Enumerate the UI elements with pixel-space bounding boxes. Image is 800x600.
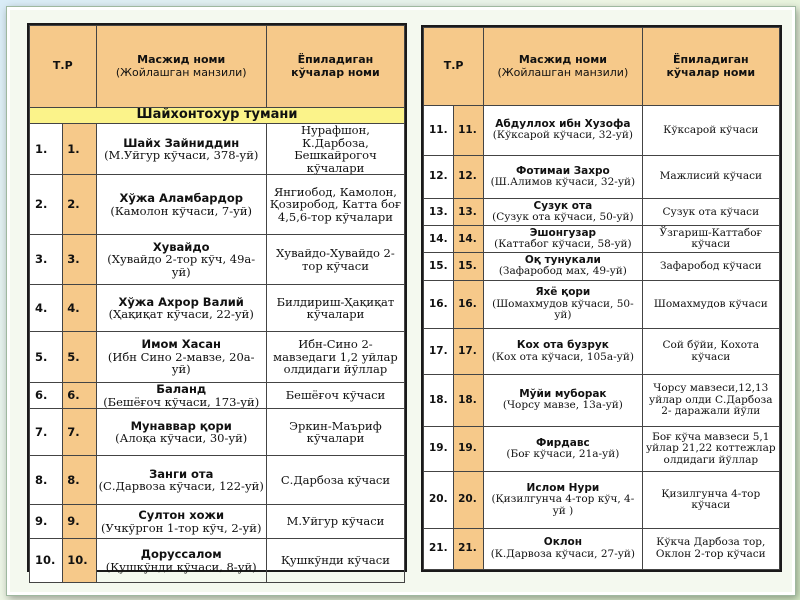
mosque-address: (К.Дарвоза кўчаси, 27-уй)	[490, 547, 636, 560]
mosque-name: Имом Хасан	[141, 337, 221, 352]
mosque-cell	[96, 456, 266, 505]
mosque-name: Яхё қори	[535, 286, 591, 299]
row-index: 16.	[454, 280, 484, 329]
row-number: 1.	[30, 124, 63, 175]
mosque-cell	[484, 472, 642, 528]
row-number: 15.	[424, 253, 454, 280]
row-number: 12.	[424, 155, 454, 198]
right-header-row	[424, 28, 780, 106]
row-number: 20.	[424, 472, 454, 528]
right-mosque-table	[423, 27, 780, 570]
row-number: 9.	[30, 505, 63, 539]
row-number: 10.	[30, 539, 63, 583]
mosque-name: Эшонгузар	[529, 226, 597, 239]
mosque-cell	[96, 383, 266, 409]
right-header-mosque-line2: (Жойлашган манзили)	[497, 65, 629, 79]
left-header-mosque-line2: (Жойлашган манзили)	[115, 65, 247, 79]
mosque-address: (Кўксарой кўчаси, 32-уй)	[492, 129, 633, 142]
table-row	[424, 253, 780, 280]
mosque-cell	[96, 332, 266, 383]
mosque-cell	[96, 235, 266, 285]
left-mosque-table-panel	[27, 23, 407, 572]
closed-streets: Мажлисий кўчаси	[642, 155, 779, 198]
mosque-address: (Сузук ота кўчаси, 50-уй)	[492, 211, 634, 224]
row-index: 2.	[63, 175, 96, 235]
mosque-name: Сузук ота	[533, 199, 593, 212]
row-index: 9.	[63, 505, 96, 539]
row-number: 11.	[424, 106, 454, 156]
table-row	[424, 106, 780, 156]
closed-streets: Сузук ота кўчаси	[642, 199, 779, 226]
mosque-name: Абдуллох ибн Хузофа	[495, 117, 631, 130]
closed-streets: Эркин-Маъриф кўчалари	[266, 409, 404, 456]
closed-streets: Хувайдо-Хувайдо 2-тор кўчаси	[266, 235, 404, 285]
mosque-address: (Каттабог кўчаси, 58-уй)	[494, 238, 632, 251]
row-number: 17.	[424, 329, 454, 375]
right-header-mosque	[484, 28, 642, 106]
closed-streets: Нурафшон, К.Дарбоза, Бешкайрогоч кўчалари	[266, 124, 404, 175]
right-mosque-table-panel	[421, 25, 782, 572]
mosque-address: (Учкўргон 1-тор кўч, 2-уй)	[100, 520, 262, 535]
mosque-cell	[484, 280, 642, 329]
mosque-cell	[96, 409, 266, 456]
right-header-streets-line2: кўчалар номи	[666, 65, 756, 79]
district-row	[30, 108, 405, 124]
mosque-cell	[484, 329, 642, 375]
table-row	[30, 539, 405, 583]
mosque-cell	[484, 106, 642, 156]
mosque-address: (Ибн Сино 2-мавзе, 20а-уй)	[107, 349, 255, 377]
closed-streets: Сой бўйи, Кохота кўчаси	[642, 329, 779, 375]
row-number: 13.	[424, 199, 454, 226]
mosque-name: Доруссалом	[140, 547, 222, 561]
mosque-name: Хўжа Ахрор Валий	[118, 294, 244, 309]
right-header-mosque-line1: Масжид номи	[518, 53, 607, 66]
row-index: 6.	[63, 383, 96, 409]
mosque-address: (Хувайдо 2-тор кўч, 49а-уй)	[107, 252, 256, 279]
row-number: 18.	[424, 374, 454, 426]
table-row	[30, 332, 405, 383]
mosque-address: (Кох ота кўчаси, 105а-уй)	[491, 350, 634, 363]
row-index: 8.	[63, 456, 96, 505]
closed-streets: Боғ кўча мавзеси 5,1 уйлар 21,22 коттежлар олдидаги йўллар	[642, 426, 779, 472]
left-header-tr: Т.Р	[30, 26, 97, 108]
mosque-cell	[484, 426, 642, 472]
mosque-name: Кох ота бузрук	[516, 339, 609, 352]
mosque-address: (Зафаробод мах, 49-уй)	[498, 265, 627, 278]
mosque-address: (Қушкўнди кўчаси, 8-уй)	[105, 559, 257, 574]
district-name: Шайхонтохур тумани	[30, 108, 405, 124]
table-row	[424, 528, 780, 569]
mosque-name: Оклон	[543, 536, 582, 549]
row-number: 4.	[30, 285, 63, 332]
mosque-cell	[96, 539, 266, 583]
mosque-address: (М.Уйгур кўчаси, 378-уй)	[104, 148, 259, 162]
mosque-cell	[484, 199, 642, 226]
table-row	[30, 285, 405, 332]
row-index: 7.	[63, 409, 96, 456]
row-index: 12.	[454, 155, 484, 198]
mosque-cell	[484, 374, 642, 426]
row-index: 18.	[454, 374, 484, 426]
left-header-row	[30, 26, 405, 108]
mosque-name: Занги ота	[149, 466, 214, 481]
mosque-name: Ислом Нури	[526, 481, 600, 494]
mosque-address: (Камолон кўчаси, 7-уй)	[110, 203, 253, 218]
mosque-cell	[484, 253, 642, 280]
row-index: 19.	[454, 426, 484, 472]
table-row	[30, 383, 405, 409]
mosque-name: Фирдавс	[536, 436, 590, 449]
row-number: 2.	[30, 175, 63, 235]
row-index: 11.	[454, 106, 484, 156]
mosque-address: (Шомахмудов кўчаси, 50-уй)	[492, 297, 634, 322]
table-row	[30, 235, 405, 285]
closed-streets: Янгиобод, Камолон, Қозиробод, Катта боғ 4,5,6-тор кўчалари	[266, 175, 404, 235]
table-row	[424, 329, 780, 375]
closed-streets: М.Уйгур кўчаси	[266, 505, 404, 539]
left-header-mosque	[96, 26, 266, 108]
closed-streets: Қушкўнди кўчаси	[266, 539, 404, 583]
row-index: 21.	[454, 528, 484, 569]
row-index: 17.	[454, 329, 484, 375]
mosque-cell	[96, 285, 266, 332]
closed-streets: Бешёғоч кўчаси	[266, 383, 404, 409]
left-header-streets-line2: кўчалар номи	[291, 65, 380, 79]
table-row	[30, 124, 405, 175]
closed-streets: Ўзгариш-Каттабоғ кўчаси	[642, 226, 779, 253]
right-header-streets	[642, 28, 779, 106]
mosque-cell	[96, 505, 266, 539]
table-row	[424, 426, 780, 472]
mosque-address: (Алоқа кўчаси, 30-уй)	[115, 431, 248, 445]
mosque-name: Хувайдо	[152, 239, 210, 254]
closed-streets: Шомахмудов кўчаси	[642, 280, 779, 329]
mosque-address: (Боғ кўчаси, 21а-уй)	[506, 448, 620, 461]
table-row	[30, 456, 405, 505]
mosque-name: Мўйи муборак	[519, 387, 607, 400]
mosque-name: Баланд	[156, 382, 207, 396]
closed-streets: Ибн-Сино 2-мавзедаги 1,2 уйлар олдидаги йўллар	[266, 332, 404, 383]
table-row	[30, 409, 405, 456]
left-mosque-table	[29, 25, 405, 583]
row-index: 10.	[63, 539, 96, 583]
mosque-address: (Чорсу мавзе, 13а-уй)	[502, 399, 623, 412]
right-header-tr: Т.Р	[424, 28, 484, 106]
row-index: 14.	[454, 226, 484, 253]
row-number: 7.	[30, 409, 63, 456]
row-number: 3.	[30, 235, 63, 285]
row-index: 4.	[63, 285, 96, 332]
mosque-name: Оқ тунукали	[524, 253, 601, 266]
mosque-name: Мунаввар қори	[130, 418, 232, 433]
left-header-mosque-line1: Масжид номи	[137, 53, 226, 66]
closed-streets: С.Дарбоза кўчаси	[266, 456, 404, 505]
mosque-address: (Бешёғоч кўчаси, 173-уй)	[103, 394, 260, 409]
row-number: 16.	[424, 280, 454, 329]
mosque-name: Шайх Зайниддин	[123, 135, 240, 150]
row-number: 21.	[424, 528, 454, 569]
mosque-address: (Ҳақиқат кўчаси, 22-уй)	[108, 307, 254, 321]
mosque-name: Султон хожи	[138, 508, 225, 522]
row-index: 3.	[63, 235, 96, 285]
row-number: 6.	[30, 383, 63, 409]
closed-streets: Кўксарой кўчаси	[642, 106, 779, 156]
mosque-cell	[484, 528, 642, 569]
row-index: 13.	[454, 199, 484, 226]
row-number: 19.	[424, 426, 454, 472]
mosque-cell	[96, 175, 266, 235]
row-number: 14.	[424, 226, 454, 253]
mosque-address: (С.Дарвоза кўчаси, 122-уй)	[98, 479, 264, 493]
closed-streets: Чорсу мавзеси,12,13 уйлар олди С.Дарбоза 2- даражали йўли	[642, 374, 779, 426]
row-number: 8.	[30, 456, 63, 505]
right-header-streets-line1: Ёпиладиган	[672, 53, 749, 66]
left-header-streets-line1: Ёпиладиган	[297, 53, 374, 66]
row-number: 5.	[30, 332, 63, 383]
closed-streets: Зафаробод кўчаси	[642, 253, 779, 280]
mosque-name: Фотимаи Захро	[515, 164, 610, 177]
row-index: 15.	[454, 253, 484, 280]
table-row	[424, 280, 780, 329]
table-row	[424, 226, 780, 253]
table-row	[30, 505, 405, 539]
row-index: 5.	[63, 332, 96, 383]
row-index: 20.	[454, 472, 484, 528]
mosque-cell	[484, 155, 642, 198]
table-row	[424, 472, 780, 528]
table-row	[30, 175, 405, 235]
mosque-cell	[96, 124, 266, 175]
table-row	[424, 374, 780, 426]
left-header-streets	[266, 26, 404, 108]
table-row	[424, 199, 780, 226]
closed-streets: Кўкча Дарбоза тор, Оклон 2-тор кўчаси	[642, 528, 779, 569]
closed-streets: Қизилгунча 4-тор кўчаси	[642, 472, 779, 528]
row-index: 1.	[63, 124, 96, 175]
mosque-name: Хўжа Аламбардор	[119, 191, 243, 205]
mosque-cell	[484, 226, 642, 253]
closed-streets: Билдириш-Ҳақиқат кўчалари	[266, 285, 404, 332]
table-row	[424, 155, 780, 198]
mosque-address: (Қизилгунча 4-тор кўч, 4-уй )	[491, 493, 635, 517]
mosque-address: (Ш.Алимов кўчаси, 32-уй)	[490, 176, 636, 189]
